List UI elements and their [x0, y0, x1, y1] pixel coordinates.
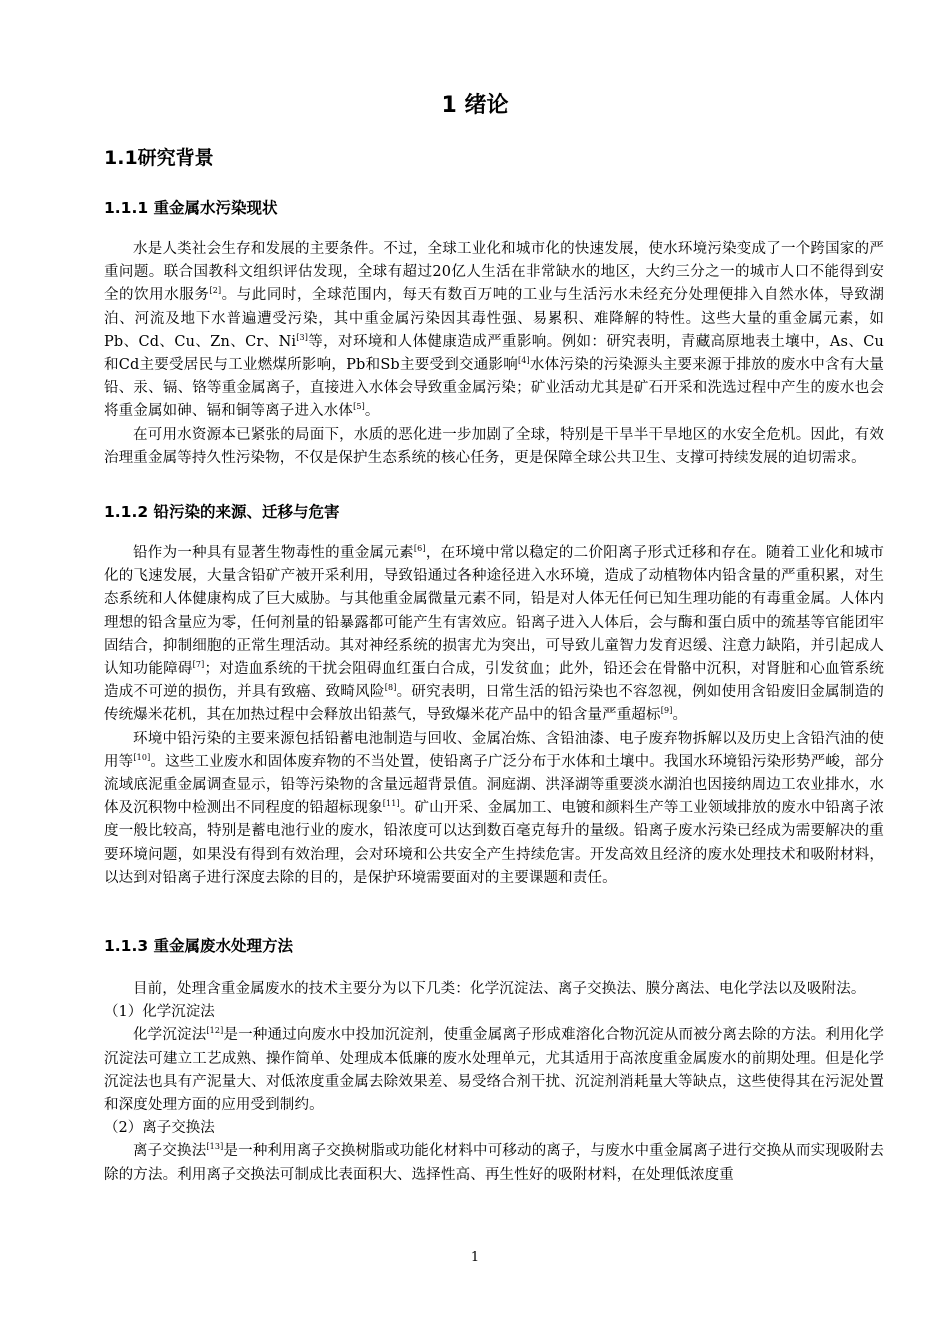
- section-heading-1-1: 1.1研究背景: [104, 147, 214, 169]
- paragraph: 目前，处理含重金属废水的技术主要分为以下几类：化学沉淀法、离子交换法、膜分离法、电化学法以及吸附法。: [133, 981, 866, 997]
- citation[interactable]: [4]: [518, 356, 530, 366]
- subsection-body-1-1-3: [104, 978, 884, 1187]
- citation[interactable]: [9]: [660, 706, 673, 716]
- subsection-heading-1-1-1: 1.1.1 重金属水污染现状: [104, 199, 278, 217]
- paragraph: 在可用水资源本已紧张的局面下，水质的恶化进一步加剧了全球，特别是干旱半干旱地区的水安全危机。因此，有效治理重金属等持久性污染物，不仅是保护生态系统的核心任务，更是保障全球公共卫生、支撑可持续发展的迫切需求。: [104, 426, 884, 466]
- paragraph: 离子交换法[13]是一种利用离子交换树脂或功能化材料中可移动的离子，与废水中重金属离子进行交换从而实现吸附去除的方法。利用离子交换法可制成比表面积大、选择性高、再生性好的吸附材料，在处理低浓度重: [104, 1142, 885, 1183]
- subsection-heading-1-1-2: 1.1.2 铅污染的来源、迁移与危害: [104, 503, 340, 521]
- method-heading: （1）化学沉淀法: [104, 1004, 215, 1021]
- subsection-body-1-1-2: [104, 542, 884, 890]
- citation[interactable]: [6]: [413, 544, 426, 554]
- method-heading: （2）离子交换法: [104, 1120, 215, 1137]
- citation[interactable]: [13]: [206, 1142, 224, 1152]
- citation[interactable]: [8]: [384, 683, 397, 693]
- paragraph: 水是人类社会生存和发展的主要条件。不过，全球工业化和城市化的快速发展，使水环境污染变成了一个跨国家的严重问题。联合国教科文组织评估发现，全球有超过20亿人生活在非常缺水的地区，大约三分之一的城市人口不能得到安全的饮用水服务[2]。与此同时，全球范围内，每天有数百万吨的工业与生活污水未经充分处理便排入自然水体，导致湖泊、河流及地下水普遍遭受污染，其中重金属污染因其毒性强、易累积、难降解的特性。这些大量的重金属元素，如Pb、Cd、Cu、Zn、Cr、Ni[3]等，对环境和人体健康造成严重影响。例如：研究表明，青藏高原地表土壤中，As、Cu和Cd主要受居民与工业燃煤所影响，Pb和Sb主要受到交通影响[4]水体污染的污染源头主要来源于排放的废水中含有大量铅、汞、镉、铬等重金属离子，直接进入水体会导致重金属污染；矿业活动尤其是矿石开采和洗选过程中产生的废水也会将重金属如砷、镉和铜等离子进入水体[5]。: [104, 241, 884, 420]
- citation[interactable]: [12]: [206, 1026, 224, 1036]
- citation[interactable]: [2]: [209, 286, 222, 296]
- chapter-title: 1 绪论: [441, 93, 509, 118]
- paragraph: 环境中铅污染的主要来源包括铅蓄电池制造与回收、金属冶炼、含铅油漆、电子废弃物拆解以及历史上含铅汽油的使用等[10]。这些工业废水和固体废弃物的不当处置，使铅离子广泛分布于水体和土壤中。我国水环境铅污染形势严峻，部分流域底泥重金属调查显示，铅等污染物的含量远超背景值。洞庭湖、洪泽湖等重要淡水湖泊也因接纳周边工农业排水，水体及沉积物中检测出不同程度的铅超标现象[11]。矿山开采、金属加工、电镀和颜料生产等工业领域排放的废水中铅离子浓度一般比较高，特别是蓄电池行业的废水，铅浓度可以达到数百毫克每升的量级。铅离子废水污染已经成为需要解决的重要环境问题，如果没有得到有效治理，会对环境和公共安全产生持续危害。开发高效且经济的废水处理技术和吸附材料，以达到对铅离子进行深度去除的目的，是保护环境需要面对的主要课题和责任。: [104, 730, 884, 886]
- citation[interactable]: [3]: [296, 332, 308, 342]
- citation[interactable]: [11]: [382, 799, 400, 809]
- citation[interactable]: [7]: [192, 660, 205, 670]
- citation[interactable]: [5]: [353, 402, 365, 412]
- paragraph: 铅作为一种具有显著生物毒性的重金属元素[6]，在环境中常以稳定的二价阳离子形式迁移和存在。随着工业化和城市化的飞速发展，大量含铅矿产被开采利用，导致铅通过各种途径进入水环境，造成了动植物体内铅含量的严重积累，对生态系统和人体健康构成了巨大威胁。与其他重金属微量元素不同，铅是对人体无任何已知生理功能的有毒重金属。人体内理想的铅含量应为零，任何剂量的铅暴露都可能产生有害效应。铅离子进入人体后，会与酶和蛋白质中的巯基等官能团牢固结合，抑制细胞的正常生理活动。其对神经系统的损害尤为突出，可导致儿童智力发育迟缓、注意力缺陷，并引起成人认知功能障碍[7]；对造血系统的干扰会阻碍血红蛋白合成，引发贫血；此外，铅还会在骨骼中沉积，对肾脏和心血管系统造成不可逆的损伤，并具有致癌、致畸风险[8]。研究表明，日常生活的铅污染也不容忽视，例如使用含铅废旧金属制造的传统爆米花机，其在加热过程中会释放出铅蒸气，导致爆米花产品中的铅含量严重超标[9]。: [104, 544, 884, 724]
- paragraph: 化学沉淀法[12]是一种通过向废水中投加沉淀剂，使重金属离子形成难溶化合物沉淀从而被分离去除的方法。利用化学沉淀法可建立工艺成熟、操作简单、处理成本低廉的废水处理单元，尤其适用于高浓度重金属废水的前期处理。但是化学沉淀法也具有产泥量大、对低浓度重金属去除效果差、易受络合剂干扰、沉淀剂消耗量大等缺点，这些使得其在污泥处置和深度处理方面的应用受到制约。: [104, 1026, 885, 1114]
- page-number: 1: [470, 1250, 480, 1265]
- citation[interactable]: [10]: [133, 753, 151, 762]
- subsection-body-1-1-1: [104, 238, 884, 470]
- subsection-heading-1-1-3: 1.1.3 重金属废水处理方法: [104, 937, 294, 955]
